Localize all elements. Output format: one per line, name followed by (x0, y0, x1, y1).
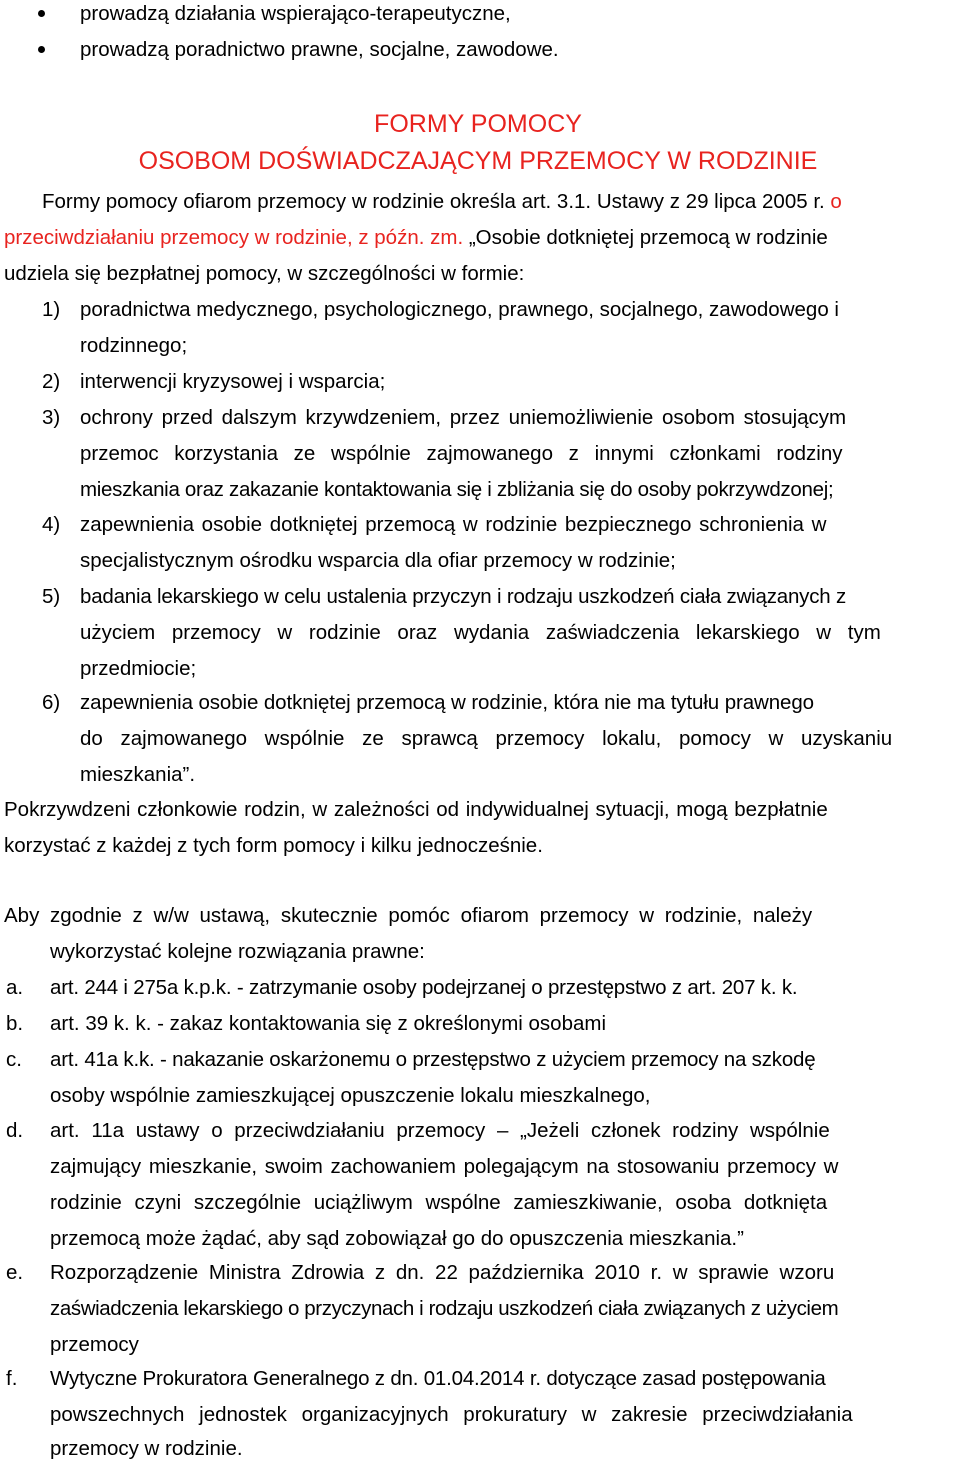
list-item-line: zajmujący mieszkanie, swoim zachowaniem polegającym na stosowaniu przemocy w (50, 1155, 839, 1178)
bullet-item: prowadzą poradnictwo prawne, socjalne, zawodowe. (80, 38, 559, 61)
list-item-line: poradnictwa medycznego, psychologicznego, prawnego, socjalnego, zawodowego i (80, 298, 839, 321)
list-item-line: przedmiocie; (80, 657, 197, 680)
list-item-line: zapewnienia osobie dotkniętej przemocą w rodzinie, która nie ma tytułu prawnego (80, 691, 814, 714)
heading-title: FORMY POMOCY (374, 110, 582, 138)
list-number: 1) (42, 298, 61, 321)
list-item-line: osoby wspólnie zamieszkującej opuszczenie lokalu mieszkalnego, (50, 1084, 651, 1107)
bullet-dot-icon (38, 46, 45, 53)
list-item-line: powszechnych jednostek organizacyjnych prokuratury w zakresie przeciwdziałania (50, 1403, 853, 1426)
list-item-line: mieszkania”. (80, 763, 196, 786)
bullet-dot-icon (38, 10, 45, 17)
list-item-line: art. 41a k.k. - nakazanie oskarżonemu o przestępstwo z użyciem przemocy na szkodę (50, 1048, 816, 1071)
list-item-line: zapewnienia osobie dotkniętej przemocą w rodzinie bezpiecznego schronienia w (80, 513, 827, 536)
list-letter: a. (6, 976, 24, 999)
list-item-line: art. 244 i 275a k.p.k. - zatrzymanie osoby podejrzanej o przestępstwo z art. 207 k. k. (50, 976, 798, 999)
list-item-line: przemoc korzystania ze wspólnie zajmowanego z innymi członkami rodziny (80, 442, 843, 465)
heading-subtitle: OSOBOM DOŚWIADCZAJĄCYM PRZEMOCY W RODZINIE (138, 147, 818, 175)
list-item-line: mieszkania oraz zakazanie kontaktowania się i zbliżania się do osoby pokrzywdzonej; (80, 478, 834, 501)
list-item-line: interwencji kryzysowej i wsparcia; (80, 370, 386, 393)
summary-line: korzystać z każdej z tych form pomocy i kilku jednocześnie. (4, 834, 543, 857)
list-item-line: specjalistycznym ośrodku wsparcia dla ofiar przemocy w rodzinie; (80, 549, 676, 572)
list-item-line: art. 39 k. k. - zakaz kontaktowania się z określonymi osobami (50, 1012, 607, 1035)
intro-line-2 (4, 226, 828, 250)
list-item-line: do zajmowanego wspólnie ze sprawcą przemocy lokalu, pomocy w uzyskaniu (80, 727, 893, 750)
list-number: 3) (42, 406, 61, 429)
list-item-line: art. 11a ustawy o przeciwdziałaniu przemocy – „Jeżeli członek rodziny wspólnie (50, 1119, 830, 1142)
intro-line-1 (42, 190, 842, 214)
legal-intro-line: wykorzystać kolejne rozwiązania prawne: (50, 940, 425, 963)
list-item-line: rodzinie czyni szczególnie uciążliwym wspólne zamieszkiwanie, osoba dotknięta (50, 1191, 828, 1214)
intro-quote-start: „Osobie dotkniętej przemocą w rodzinie (463, 226, 828, 249)
list-item-line: przemocy (50, 1333, 139, 1356)
list-item-line: Rozporządzenie Ministra Zdrowia z dn. 22 października 2010 r. w sprawie wzoru (50, 1261, 835, 1284)
list-letter: c. (6, 1048, 22, 1071)
list-letter: b. (6, 1012, 24, 1035)
list-letter: e. (6, 1261, 24, 1284)
intro-text: Formy pomocy ofiarom przemocy w rodzinie określa art. 3.1. Ustawy z 29 lipca 2005 r. (42, 190, 825, 213)
intro-act-name: przeciwdziałaniu przemocy w rodzinie, z późn. zm. (4, 226, 464, 249)
list-number: 5) (42, 585, 61, 608)
list-item-line: użyciem przemocy w rodzinie oraz wydania zaświadczenia lekarskiego w tym (80, 621, 881, 644)
list-item-line: przemocy w rodzinie. (50, 1437, 243, 1460)
list-letter: d. (6, 1119, 24, 1142)
intro-line-3: udziela się bezpłatnej pomocy, w szczególności w formie: (4, 262, 525, 285)
list-item-line: przemocą może żądać, aby sąd zobowiązał go do opuszczenia mieszkania.” (50, 1227, 744, 1250)
summary-line: Pokrzywdzeni członkowie rodzin, w zależności od indywidualnej sytuacji, mogą bezpłatnie (4, 798, 828, 821)
list-item-line: Wytyczne Prokuratora Generalnego z dn. 01.04.2014 r. dotyczące zasad postępowania (50, 1367, 826, 1390)
legal-intro-line: Aby zgodnie z w/w ustawą, skutecznie pomóc ofiarom przemocy w rodzinie, należy (4, 904, 813, 927)
list-number: 6) (42, 691, 61, 714)
list-number: 2) (42, 370, 61, 393)
list-number: 4) (42, 513, 61, 536)
intro-link-text: o (824, 190, 842, 213)
list-item-line: ochrony przed dalszym krzywdzeniem, przez uniemożliwienie osobom stosującym (80, 406, 847, 429)
list-item-line: zaświadczenia lekarskiego o przyczynach i rodzaju uszkodzeń ciała związanych z użyciem (50, 1297, 839, 1320)
list-item-line: badania lekarskiego w celu ustalenia przyczyn i rodzaju uszkodzeń ciała związanych z (80, 585, 847, 608)
list-item-line: rodzinnego; (80, 334, 188, 357)
list-letter: f. (6, 1367, 18, 1390)
bullet-item: prowadzą działania wspierająco-terapeutyczne, (80, 2, 511, 25)
